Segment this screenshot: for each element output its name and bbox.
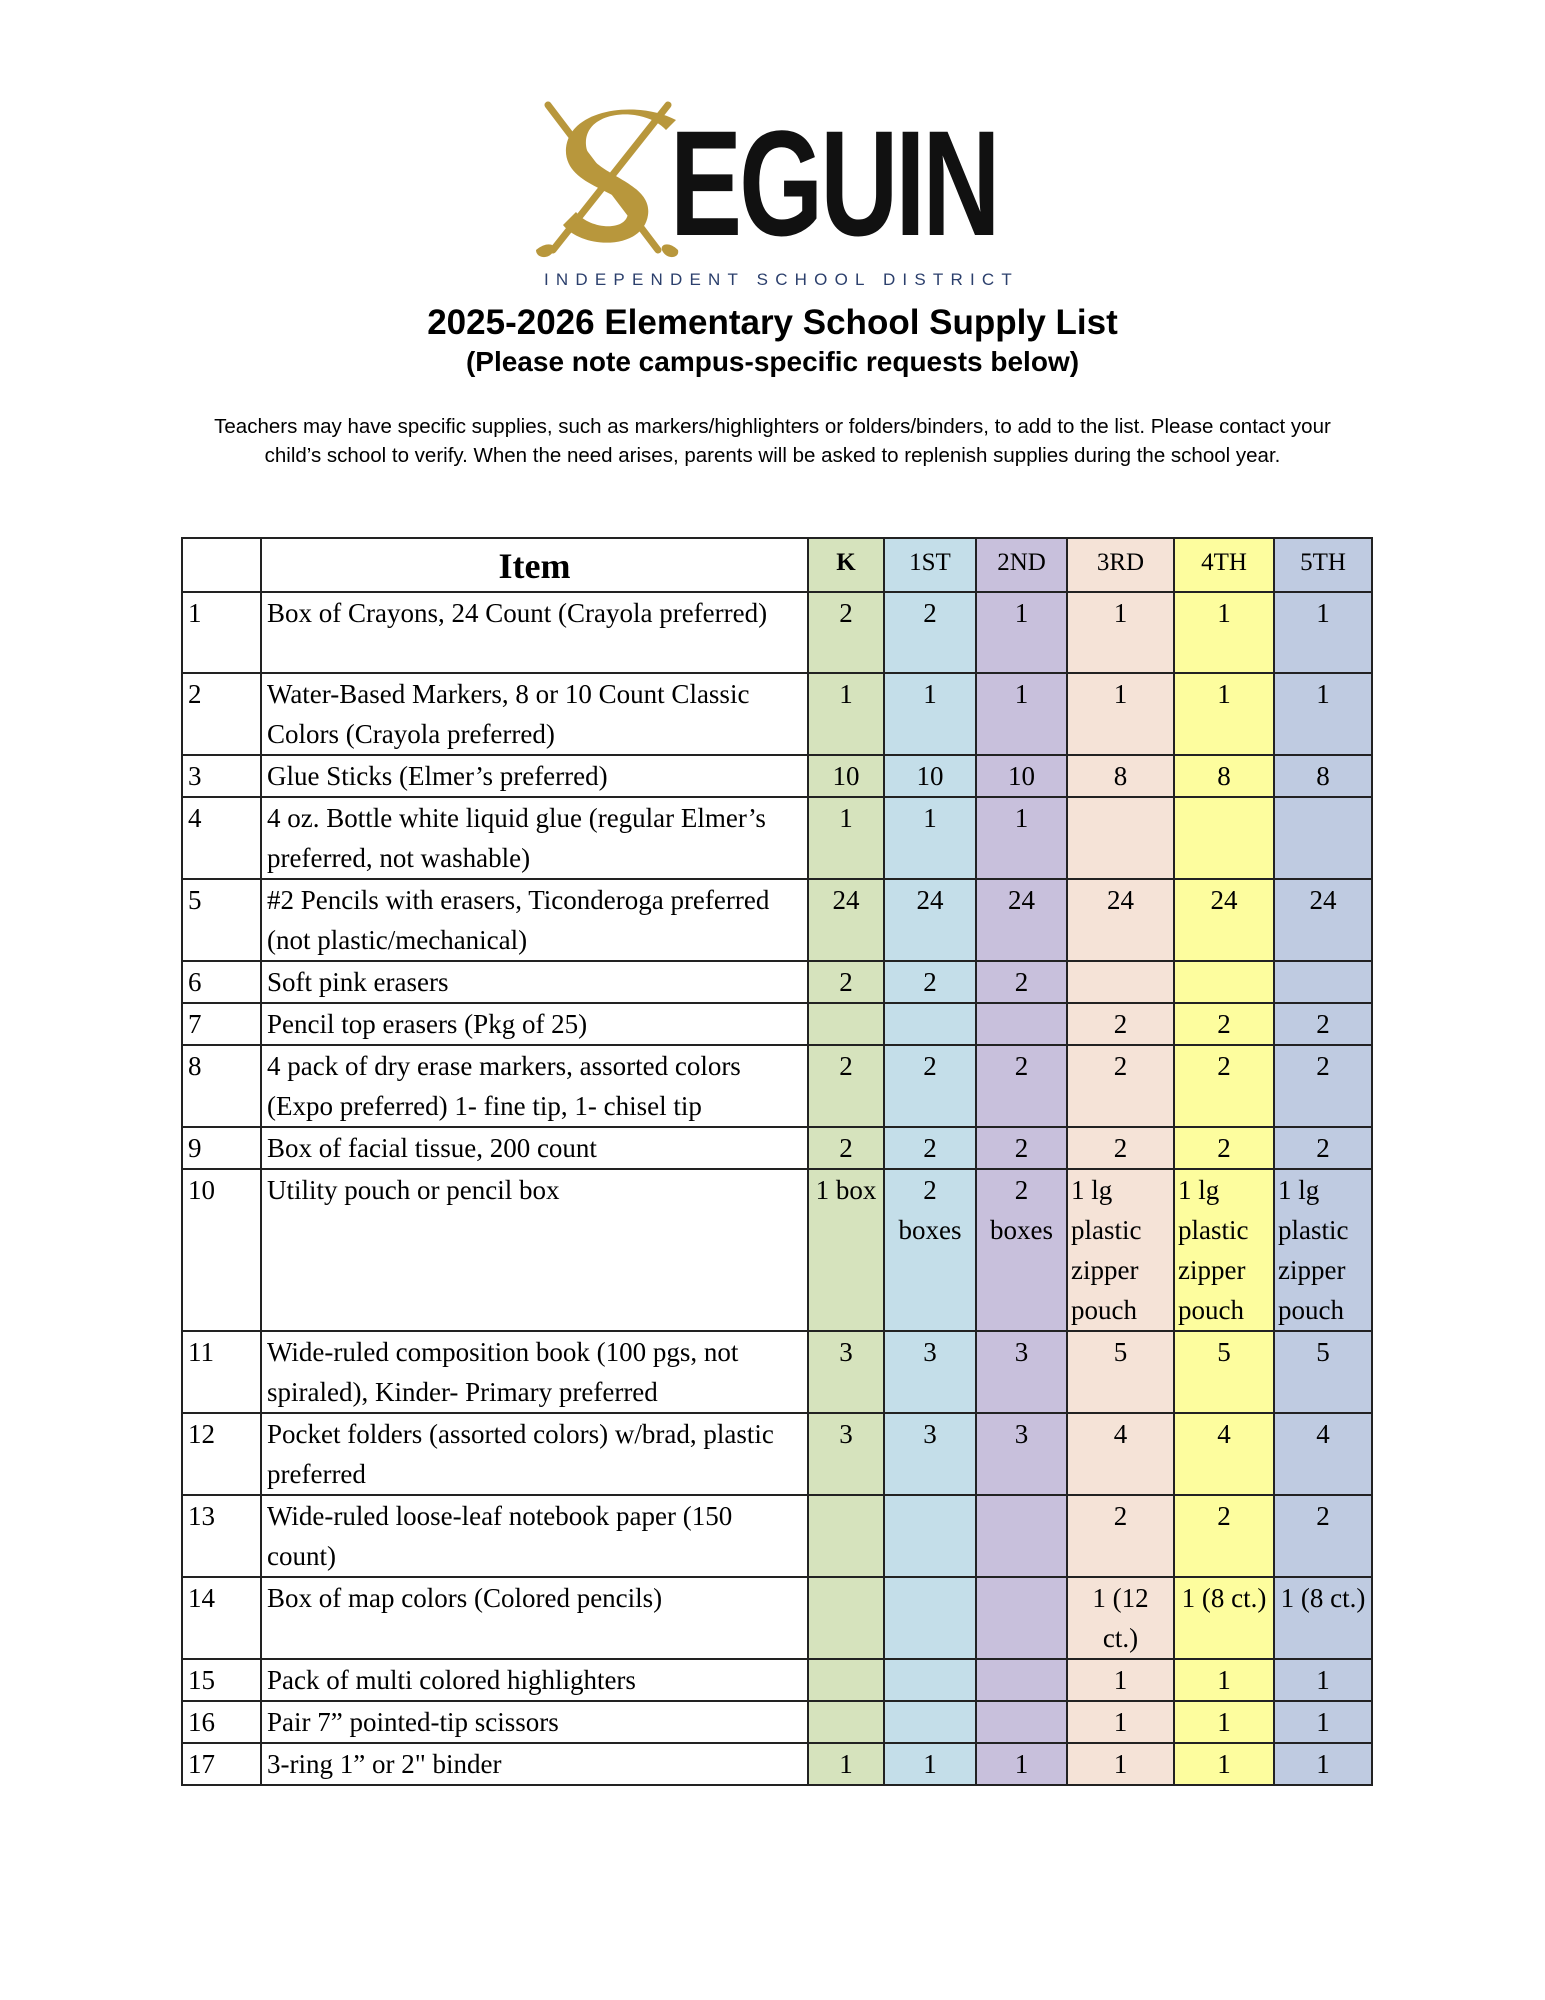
supply-table <box>181 537 1373 1786</box>
cell-item: Utility pouch or pencil box <box>261 1169 808 1331</box>
cell-g2 <box>976 1003 1067 1045</box>
cell-g3: 24 <box>1067 879 1174 961</box>
cell-g3 <box>1067 961 1174 1003</box>
cell-g2: 2 <box>976 1045 1067 1127</box>
cell-g5: 1 (8 ct.) <box>1274 1577 1372 1659</box>
cell-num: 14 <box>182 1577 261 1659</box>
cell-item: Wide-ruled composition book (100 pgs, not spiraled), Kinder- Primary preferred <box>261 1331 808 1413</box>
cell-g1: 1 <box>884 1743 976 1785</box>
cell-num: 13 <box>182 1495 261 1577</box>
page-title: 2025-2026 Elementary School Supply List <box>427 303 1118 342</box>
cell-g2 <box>976 1495 1067 1577</box>
cell-g4: 2 <box>1174 1495 1274 1577</box>
cell-k: 3 <box>808 1331 884 1413</box>
cell-g2 <box>976 1701 1067 1743</box>
table-row <box>182 1577 1372 1659</box>
cell-g2: 2 boxes <box>976 1169 1067 1331</box>
cell-g3: 1 <box>1067 592 1174 673</box>
cell-item: Glue Sticks (Elmer’s preferred) <box>261 755 808 797</box>
cell-g4: 1 (8 ct.) <box>1174 1577 1274 1659</box>
table-row <box>182 1413 1372 1495</box>
cell-g5: 2 <box>1274 1045 1372 1127</box>
cell-g3: 2 <box>1067 1003 1174 1045</box>
table-row <box>182 1331 1372 1413</box>
cell-g5: 1 <box>1274 1743 1372 1785</box>
cell-k <box>808 1495 884 1577</box>
cell-num: 12 <box>182 1413 261 1495</box>
cell-k: 1 box <box>808 1169 884 1331</box>
cell-k: 2 <box>808 1045 884 1127</box>
cell-g1: 2 <box>884 1127 976 1169</box>
sword-s-logo-icon <box>528 100 688 265</box>
cell-g2: 1 <box>976 592 1067 673</box>
cell-item: #2 Pencils with erasers, Ticonderoga preferred (not plastic/mechanical) <box>261 879 808 961</box>
cell-num: 15 <box>182 1659 261 1701</box>
cell-k: 2 <box>808 592 884 673</box>
cell-g1: 1 <box>884 673 976 755</box>
cell-g5: 8 <box>1274 755 1372 797</box>
cell-k: 2 <box>808 961 884 1003</box>
table-row <box>182 755 1372 797</box>
cell-g2 <box>976 1577 1067 1659</box>
table-row <box>182 1701 1372 1743</box>
cell-k: 2 <box>808 1127 884 1169</box>
cell-k: 3 <box>808 1413 884 1495</box>
cell-g2 <box>976 1659 1067 1701</box>
cell-g3: 5 <box>1067 1331 1174 1413</box>
cell-item: 4 pack of dry erase markers, assorted colors (Expo preferred) 1- fine tip, 1- chisel tip <box>261 1045 808 1127</box>
table-row <box>182 592 1372 673</box>
cell-num: 17 <box>182 1743 261 1785</box>
cell-g1: 2 <box>884 592 976 673</box>
cell-g4: 1 <box>1174 1701 1274 1743</box>
cell-g3: 1 <box>1067 1701 1174 1743</box>
cell-num: 4 <box>182 797 261 879</box>
cell-g2: 1 <box>976 797 1067 879</box>
cell-g4: 1 <box>1174 592 1274 673</box>
cell-item: Box of Crayons, 24 Count (Crayola preferred) <box>261 592 808 673</box>
cell-g3: 1 <box>1067 673 1174 755</box>
cell-k <box>808 1577 884 1659</box>
logo-subtitle: INDEPENDENT SCHOOL DISTRICT <box>544 270 1019 289</box>
cell-g5: 1 <box>1274 1701 1372 1743</box>
cell-g2: 2 <box>976 1127 1067 1169</box>
table-header-row <box>182 538 1372 592</box>
table-row <box>182 1003 1372 1045</box>
cell-g1: 3 <box>884 1413 976 1495</box>
cell-k: 10 <box>808 755 884 797</box>
cell-g1: 2 boxes <box>884 1169 976 1331</box>
cell-k <box>808 1659 884 1701</box>
cell-g3: 1 lg plastic zipper pouch <box>1067 1169 1174 1331</box>
header-5th: 5TH <box>1274 538 1372 592</box>
cell-k: 1 <box>808 673 884 755</box>
header-4th: 4TH <box>1174 538 1274 592</box>
cell-g3: 4 <box>1067 1413 1174 1495</box>
table-row <box>182 797 1372 879</box>
cell-item: Water-Based Markers, 8 or 10 Count Classic Colors (Crayola preferred) <box>261 673 808 755</box>
cell-g1: 10 <box>884 755 976 797</box>
cell-g4: 2 <box>1174 1045 1274 1127</box>
cell-g3: 2 <box>1067 1045 1174 1127</box>
cell-g5: 5 <box>1274 1331 1372 1413</box>
cell-g1: 1 <box>884 797 976 879</box>
logo-wordmark: EGUIN <box>670 99 998 267</box>
cell-g1 <box>884 1577 976 1659</box>
cell-num: 11 <box>182 1331 261 1413</box>
cell-item: Pocket folders (assorted colors) w/brad, plastic preferred <box>261 1413 808 1495</box>
cell-g5: 1 <box>1274 1659 1372 1701</box>
header-1st: 1ST <box>884 538 976 592</box>
cell-num: 3 <box>182 755 261 797</box>
header-2nd: 2ND <box>976 538 1067 592</box>
table-row <box>182 673 1372 755</box>
cell-g5 <box>1274 961 1372 1003</box>
header-3rd: 3RD <box>1067 538 1174 592</box>
cell-g4 <box>1174 961 1274 1003</box>
cell-g5: 1 <box>1274 673 1372 755</box>
cell-g1 <box>884 1701 976 1743</box>
cell-g2: 1 <box>976 1743 1067 1785</box>
header-item: Item <box>261 538 808 592</box>
cell-item: Box of map colors (Colored pencils) <box>261 1577 808 1659</box>
cell-g4: 1 lg plastic zipper pouch <box>1174 1169 1274 1331</box>
cell-g4: 8 <box>1174 755 1274 797</box>
table-row <box>182 879 1372 961</box>
cell-item: 4 oz. Bottle white liquid glue (regular Elmer’s preferred, not washable) <box>261 797 808 879</box>
cell-k <box>808 1701 884 1743</box>
cell-k <box>808 1003 884 1045</box>
intro-paragraph: Teachers may have specific supplies, such as markers/highlighters or folders/binders, to add to the list. Please contact your child’s school to verify. When the need arises, parents will be asked to replenish supplies during the school year. <box>214 415 1331 467</box>
cell-g5: 2 <box>1274 1003 1372 1045</box>
cell-num: 6 <box>182 961 261 1003</box>
table-row <box>182 1169 1372 1331</box>
cell-g5: 1 lg plastic zipper pouch <box>1274 1169 1372 1331</box>
cell-g5: 1 <box>1274 592 1372 673</box>
cell-num: 16 <box>182 1701 261 1743</box>
cell-g2: 2 <box>976 961 1067 1003</box>
cell-item: Pair 7” pointed-tip scissors <box>261 1701 808 1743</box>
cell-num: 7 <box>182 1003 261 1045</box>
table-row <box>182 1495 1372 1577</box>
cell-g4: 1 <box>1174 673 1274 755</box>
cell-k: 1 <box>808 1743 884 1785</box>
table-row <box>182 1127 1372 1169</box>
cell-num: 9 <box>182 1127 261 1169</box>
cell-g1: 2 <box>884 961 976 1003</box>
cell-k: 24 <box>808 879 884 961</box>
cell-g1 <box>884 1003 976 1045</box>
table-row <box>182 1659 1372 1701</box>
cell-g3: 2 <box>1067 1127 1174 1169</box>
district-logo <box>528 99 1019 300</box>
cell-num: 5 <box>182 879 261 961</box>
cell-g5 <box>1274 797 1372 879</box>
cell-g2: 10 <box>976 755 1067 797</box>
cell-item: Box of facial tissue, 200 count <box>261 1127 808 1169</box>
cell-g3: 2 <box>1067 1495 1174 1577</box>
cell-g1: 3 <box>884 1331 976 1413</box>
cell-num: 1 <box>182 592 261 673</box>
cell-g3: 1 (12 ct.) <box>1067 1577 1174 1659</box>
page-subtitle: (Please note campus-specific requests below) <box>465 346 1080 377</box>
cell-num: 2 <box>182 673 261 755</box>
cell-g4: 24 <box>1174 879 1274 961</box>
cell-g4: 2 <box>1174 1003 1274 1045</box>
cell-g2: 3 <box>976 1413 1067 1495</box>
cell-g3: 8 <box>1067 755 1174 797</box>
cell-item: Soft pink erasers <box>261 961 808 1003</box>
header-k: K <box>808 538 884 592</box>
cell-g5: 4 <box>1274 1413 1372 1495</box>
cell-g1 <box>884 1495 976 1577</box>
cell-g2: 1 <box>976 673 1067 755</box>
cell-item: Pencil top erasers (Pkg of 25) <box>261 1003 808 1045</box>
cell-g3: 1 <box>1067 1743 1174 1785</box>
cell-item: Wide-ruled loose-leaf notebook paper (150 count) <box>261 1495 808 1577</box>
cell-g4: 2 <box>1174 1127 1274 1169</box>
cell-g5: 24 <box>1274 879 1372 961</box>
cell-g5: 2 <box>1274 1495 1372 1577</box>
cell-g2: 3 <box>976 1331 1067 1413</box>
cell-g4: 1 <box>1174 1743 1274 1785</box>
cell-num: 8 <box>182 1045 261 1127</box>
cell-g1 <box>884 1659 976 1701</box>
cell-g2: 24 <box>976 879 1067 961</box>
cell-g4: 5 <box>1174 1331 1274 1413</box>
cell-g4: 1 <box>1174 1659 1274 1701</box>
table-row <box>182 1045 1372 1127</box>
cell-g3: 1 <box>1067 1659 1174 1701</box>
cell-g4: 4 <box>1174 1413 1274 1495</box>
header-num <box>182 538 261 592</box>
cell-item: Pack of multi colored highlighters <box>261 1659 808 1701</box>
cell-k: 1 <box>808 797 884 879</box>
cell-num: 10 <box>182 1169 261 1331</box>
cell-g5: 2 <box>1274 1127 1372 1169</box>
cell-g3 <box>1067 797 1174 879</box>
cell-item: 3-ring 1” or 2" binder <box>261 1743 808 1785</box>
cell-g4 <box>1174 797 1274 879</box>
cell-g1: 2 <box>884 1045 976 1127</box>
cell-g1: 24 <box>884 879 976 961</box>
table-row <box>182 961 1372 1003</box>
table-row <box>182 1743 1372 1785</box>
